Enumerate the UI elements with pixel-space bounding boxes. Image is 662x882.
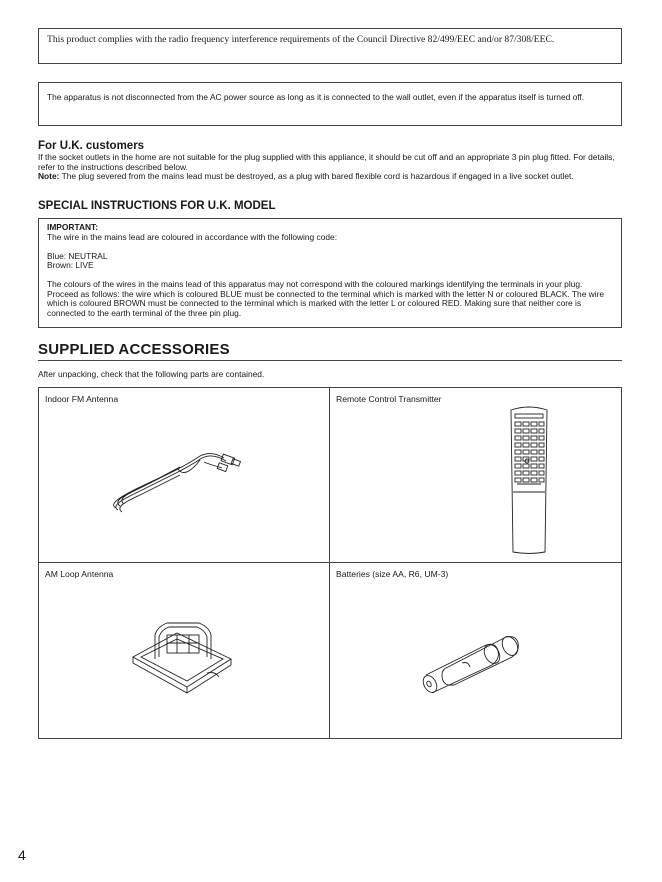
- note-text: The plug severed from the mains lead must be destroyed, as a plug with bared flexible cord is hazardous if engaged in a live socket outlet.: [59, 171, 574, 181]
- uk-customers-note: [38, 172, 624, 182]
- code-intro: The wire in the mains lead are coloured in accordance with the following code:: [47, 231, 338, 242]
- remote-control-icon: [505, 404, 553, 556]
- fm-antenna-icon: [104, 438, 244, 518]
- accessories-grid: [38, 387, 622, 739]
- accessory-label: Indoor FM Antenna: [45, 394, 119, 404]
- uk-customers-text: If the socket outlets in the home are not suitable for the plug supplied with this appliance, it should be cut off and an appropriate 3 pin plug fitted. For details, refer to the instructions described below.: [38, 152, 615, 172]
- special-instructions-title: SPECIAL INSTRUCTIONS FOR U.K. MODEL: [38, 200, 276, 212]
- accessory-fm-antenna: [39, 388, 329, 562]
- important-label: IMPORTANT:: [47, 222, 99, 232]
- accessory-label: Batteries (size AA, R6, UM-3): [336, 569, 449, 579]
- accessories-intro: After unpacking, check that the following parts are contained.: [38, 369, 265, 379]
- note-label: Note:: [38, 171, 60, 181]
- rfi-notice-text: This product complies with the radio frequency interference requirements of the Council Directive 82/499/EEC and/or 87/308/EEC.: [47, 34, 555, 45]
- uk-customers-body: [38, 153, 624, 182]
- ac-power-notice: [38, 82, 622, 126]
- accessory-remote-control: [330, 388, 621, 562]
- page-number: 4: [18, 847, 26, 863]
- accessory-am-loop-antenna: [39, 563, 329, 738]
- batteries-icon: [418, 629, 528, 697]
- wire-brown: Brown: LIVE: [47, 260, 94, 270]
- accessory-label: AM Loop Antenna: [45, 569, 114, 579]
- wire-blue: Blue: NEUTRAL: [47, 250, 108, 261]
- rfi-notice: [38, 28, 622, 64]
- am-loop-antenna-icon: [127, 613, 237, 703]
- accessory-batteries: [330, 563, 621, 738]
- accessories-divider: [38, 360, 622, 361]
- accessory-label: Remote Control Transmitter: [336, 394, 442, 404]
- uk-customers-title: For U.K. customers: [38, 140, 145, 152]
- ac-power-notice-text: The apparatus is not disconnected from the AC power source as long as it is connected to the wall outlet, even if the apparatus itself is turned off.: [47, 92, 585, 102]
- accessories-title: SUPPLIED ACCESSORIES: [38, 341, 230, 358]
- wiring-details: The colours of the wires in the mains lead of this apparatus may not correspond with the coloured markings identifying the terminals in your plug. Proceed as follows: the wire which is coloured BLUE must be connected to the terminal which is marked with the letter N or coloured BLACK. The wire which is coloured BROWN must be connected to the terminal which is marked with the letter L or coloured RED. Making sure that neither core is connected to the earth terminal of the three pin plug.: [47, 279, 605, 318]
- special-instructions-box: [38, 218, 622, 328]
